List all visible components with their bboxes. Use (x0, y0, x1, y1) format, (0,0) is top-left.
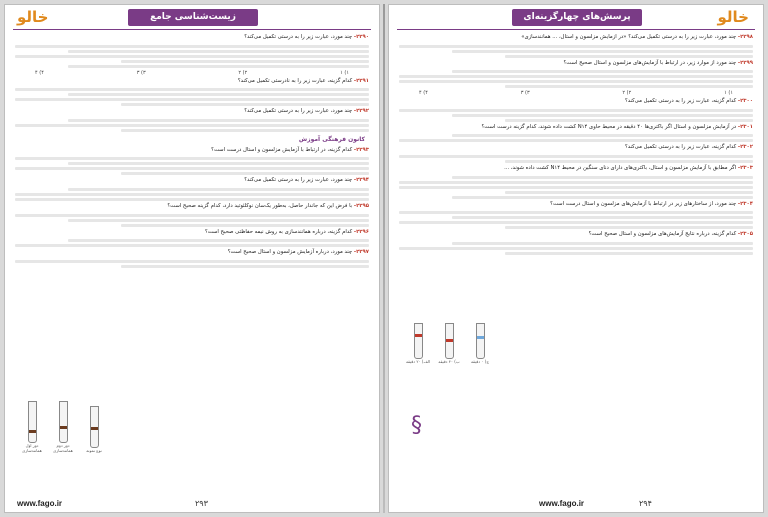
right-header-tab: پرسش‌های چهارگزینه‌ای (512, 9, 642, 26)
question (15, 108, 369, 116)
dna-helix-icon: § (411, 413, 422, 438)
question-text: چند مورد از موارد زیر، در ارتباط با آزمایش‌های مزلسون و استال صحیح است؟ (563, 59, 737, 66)
right-header-rule (397, 29, 755, 30)
answer-option[interactable]: ۱) ۱ (340, 69, 349, 76)
question-number: ۲۳۰۰- (737, 98, 753, 105)
question (399, 98, 753, 106)
question-text: چند مورد، عبارت زیر را به درستی تکمیل می‌کند؟ (244, 177, 353, 184)
question (15, 34, 369, 42)
question-number: ۲۲۹۲- (353, 108, 369, 115)
question (399, 124, 753, 132)
question (15, 203, 369, 211)
page-number: ۲۹۳ (195, 499, 208, 508)
question-number: ۲۲۹۷- (353, 249, 369, 256)
test-tube-icon (90, 406, 99, 448)
answer-option[interactable]: ۳) ۳ (520, 90, 530, 97)
left-page-header (5, 5, 379, 31)
right-page (388, 4, 764, 513)
book-spine (383, 4, 385, 513)
left-page-footer (5, 496, 379, 510)
question (15, 177, 369, 185)
answer-options (15, 70, 369, 76)
question-text: چند مورد، درباره آزمایش مزلسون و استال صحیح است؟ (227, 249, 353, 256)
answer-option[interactable]: ۲) ۲ (622, 90, 632, 97)
question-number: ۲۲۹۸- (737, 34, 753, 40)
question (399, 201, 753, 209)
right-page-footer (389, 496, 763, 510)
left-page (4, 4, 380, 513)
question-number: ۲۳۰۴- (737, 200, 753, 207)
question-text: با فرض این که جاندار حاصل، به‌طور یک‌سان نوکلئوتید دارد، کدام گزینه صحیح است؟ (167, 202, 353, 209)
figure-label: دور اول همانندسازی (22, 443, 42, 453)
right-tubes-figure (405, 323, 493, 364)
question-text: چند مورد، از ساختارهای زیر در ارتباط با آزمایش‌های مزلسون و استال درست است؟ (550, 200, 737, 207)
question (399, 165, 753, 173)
question-text: کدام گزینه، درباره همانندسازی به روش نیمه حفاظتی صحیح است؟ (204, 228, 353, 235)
question (399, 231, 753, 239)
question (15, 229, 369, 237)
question-number: ۲۳۰۵- (737, 231, 753, 238)
figure-label: ج) ۰ دقیقه (471, 359, 489, 364)
question-number: ۲۲۹۶- (353, 228, 369, 235)
question (15, 249, 369, 257)
question-number: ۲۲۹۵- (353, 202, 369, 209)
figure-label: ب) ۴۰ دقیقه (438, 359, 460, 364)
website-link[interactable]: www.fago.ir (17, 499, 63, 508)
figure-label: دور دوم همانندسازی (53, 443, 73, 453)
figure-label: نوع نمونه (86, 448, 102, 453)
question-text: چند مورد، عبارت زیر را به درستی تکمیل می‌کند؟ (244, 108, 353, 115)
left-logo: خالو (17, 8, 49, 26)
test-tube-icon (414, 323, 423, 359)
website-link[interactable]: www.fago.ir (539, 499, 585, 508)
answer-option[interactable]: ۴) ۴ (35, 69, 44, 76)
right-page-header (389, 5, 763, 31)
answer-option[interactable]: ۲) ۲ (238, 69, 248, 76)
question-text: کدام گزینه، عبارت زیر را به درستی تکمیل می‌کند؟ (624, 98, 737, 105)
centrifuge-tubes-figure (19, 401, 107, 453)
question-text: کدام گزینه، عبارت زیر را به نادرستی تکمیل می‌کند؟ (237, 77, 353, 84)
left-header-rule (13, 29, 371, 30)
question-text: کدام گزینه، در ارتباط با آزمایش مزلسون و استال درست است؟ (211, 146, 353, 153)
question-text: در آزمایش مزلسون و استال اگر باکتری‌ها ۴۰ دقیقه در محیط حاوی N۱۴ کشت داده شوند، کدام گزینه درست است؟ (481, 123, 737, 130)
test-tube-icon (476, 323, 485, 359)
test-tube-icon (28, 401, 37, 443)
right-logo: خالو (717, 8, 749, 26)
section-label: کانون فرهنگی آموزش (298, 135, 365, 143)
question-number: ۲۲۹۰- (353, 34, 369, 40)
question-number: ۲۲۹۹- (737, 59, 753, 66)
test-tube-icon (59, 401, 68, 443)
question (399, 144, 753, 152)
test-tube-icon (445, 323, 454, 359)
answer-option[interactable]: ۱) ۱ (724, 90, 733, 97)
question-text: کدام گزینه، درباره نتایج آزمایش‌های مزلسون و استال صحیح است؟ (588, 231, 737, 238)
question-text: کدام گزینه، عبارت زیر را به درستی تکمیل می‌کند؟ (624, 144, 737, 151)
left-header-tab: زیست‌شناسی جامع (128, 9, 258, 26)
question-number: ۲۲۹۱- (353, 77, 369, 84)
figure-label: الف) ۲۰ دقیقه (406, 359, 430, 364)
question (15, 147, 369, 155)
answer-option[interactable]: ۴) ۴ (419, 90, 428, 97)
question-text: چند مورد، عبارت زیر را به درستی تکمیل می‌کند؟ «در آزمایش مزلسون و استال، ... همانندسازی» (521, 34, 737, 40)
question (15, 78, 369, 86)
question-number: ۲۳۰۱- (737, 123, 753, 130)
page-number: ۲۹۴ (639, 499, 652, 508)
question-number: ۲۳۰۲- (737, 144, 753, 151)
question (399, 34, 753, 42)
question (399, 60, 753, 68)
question-text: اگر مطابق با آزمایش مزلسون و استال، باکتری‌های دارای دنای سنگین در محیط N۱۴ کشت داده شوند، ... (504, 164, 737, 171)
answer-options (399, 90, 753, 96)
question-number: ۲۲۹۴- (353, 177, 369, 184)
question-text: چند مورد، عبارت زیر را به درستی تکمیل می‌کند؟ (244, 34, 353, 40)
question-number: ۲۲۹۳- (353, 146, 369, 153)
right-page-content (399, 34, 753, 494)
question-number: ۲۳۰۳- (737, 164, 753, 171)
answer-option[interactable]: ۳) ۳ (136, 69, 146, 76)
